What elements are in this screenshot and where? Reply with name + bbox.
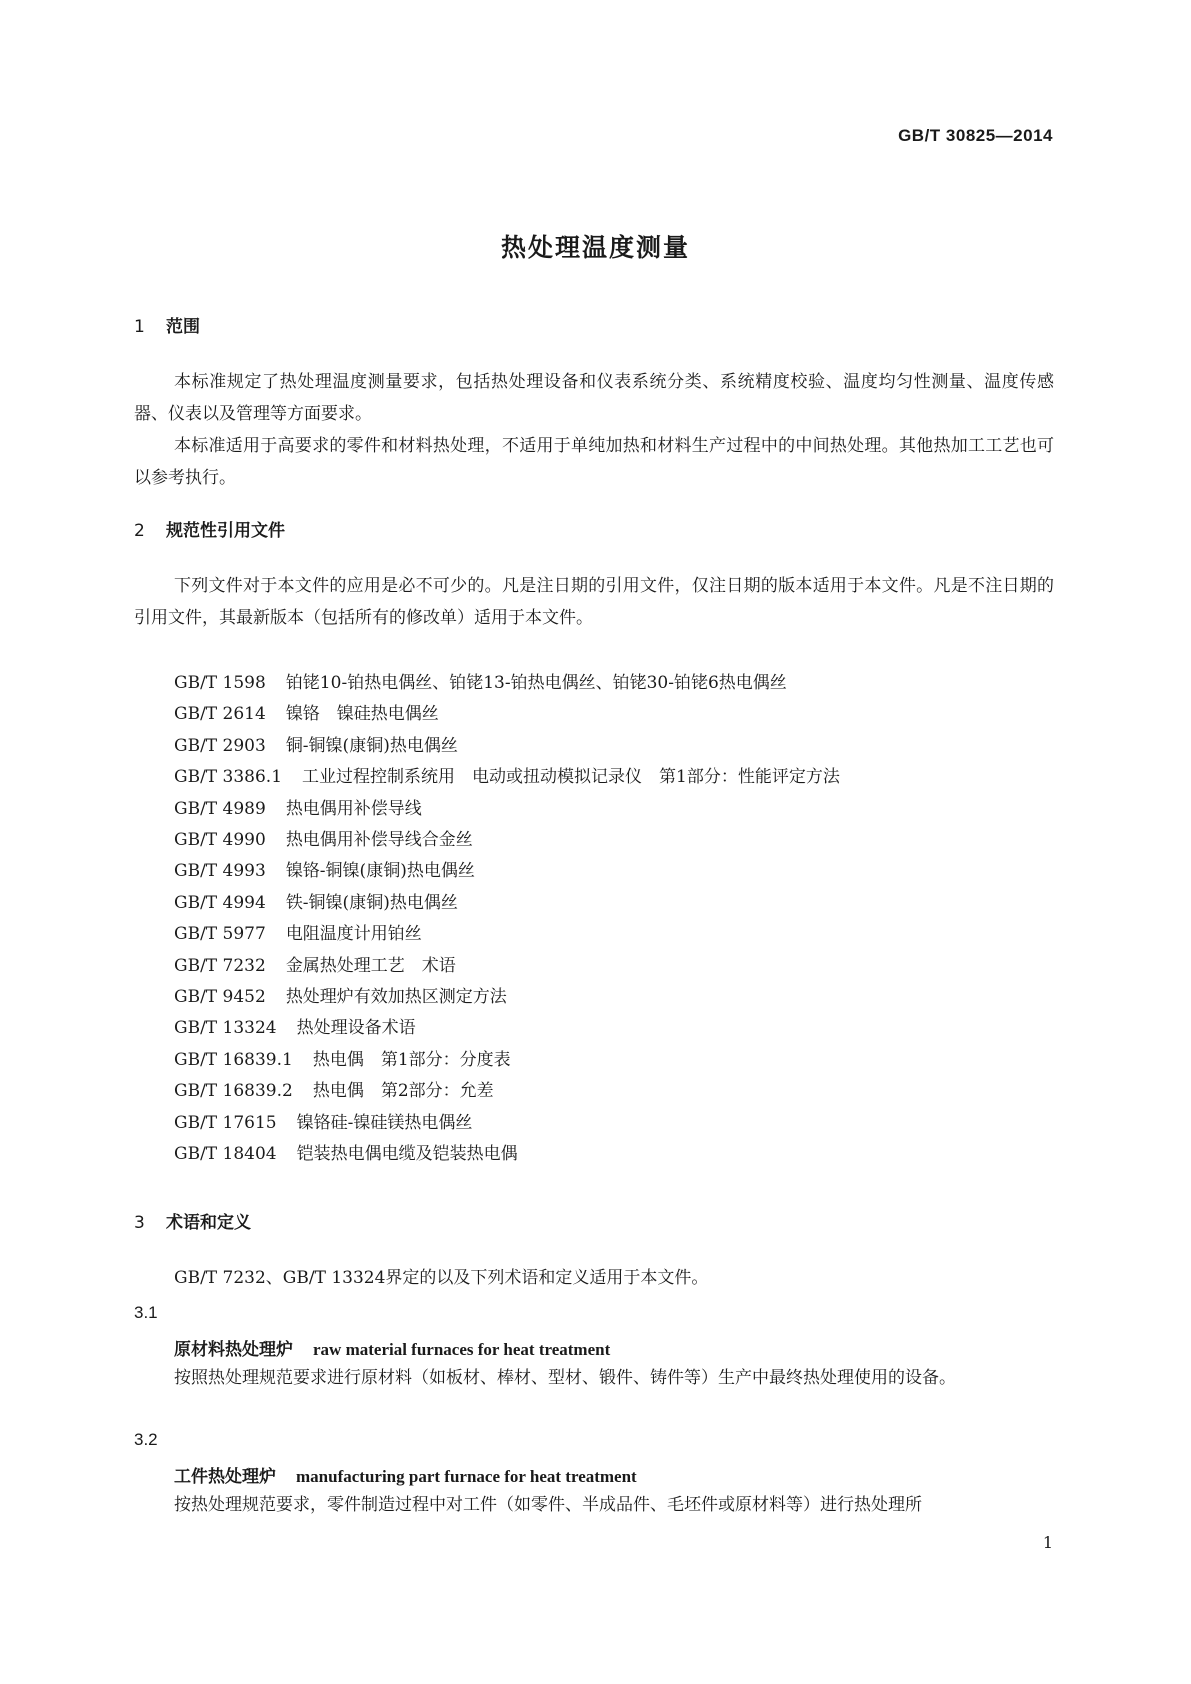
reference-item — [174, 888, 840, 919]
clause-number: 3.2 — [134, 1430, 158, 1449]
reference-title: 镍铬-铜镍(康铜)热电偶丝 — [285, 861, 475, 882]
reference-item — [174, 951, 840, 982]
paragraph: 本标准规定了热处理温度测量要求，包括热处理设备和仪表系统分类、系统精度校验、温度均匀性测量、温度传感器、仪表以及管理等方面要求。 — [134, 372, 1054, 424]
reference-item — [174, 1013, 840, 1044]
section-number: 2 — [134, 521, 145, 541]
reference-title: 热电偶用补偿导线 — [285, 798, 422, 819]
section-2-intro — [134, 570, 1054, 634]
reference-code: GB/T 2903 — [174, 735, 266, 756]
paragraph: GB/T 7232、GB/T 13324界定的以及下列术语和定义适用于本文件。 — [174, 1268, 709, 1288]
reference-item — [174, 982, 840, 1013]
term-chinese: 原材料热处理炉 — [174, 1340, 293, 1360]
reference-code: GB/T 4990 — [174, 830, 266, 851]
reference-title: 铁-铜镍(康铜)热电偶丝 — [285, 892, 458, 913]
reference-code: GB/T 9452 — [174, 987, 266, 1008]
term-english: manufacturing part furnace for heat treatment — [296, 1467, 637, 1486]
reference-item — [174, 762, 840, 793]
section-title: 术语和定义 — [166, 1213, 251, 1233]
reference-code: GB/T 18404 — [174, 1144, 277, 1165]
paragraph: 按热处理规范要求，零件制造过程中对工件（如零件、半成品件、毛坯件或原材料等）进行热处理所 — [174, 1495, 922, 1515]
reference-title: 电阻温度计用铂丝 — [285, 924, 422, 945]
paragraph: 本标准适用于高要求的零件和材料热处理，不适用于单纯加热和材料生产过程中的中间热处理。其他热加工工艺也可以参考执行。 — [134, 436, 1054, 488]
clause-number: 3.1 — [134, 1303, 158, 1322]
section-1-heading — [134, 312, 200, 337]
reference-item — [174, 825, 840, 856]
term-chinese: 工件热处理炉 — [174, 1467, 276, 1487]
reference-title: 铂铑10-铂热电偶丝、铂铑13-铂热电偶丝、铂铑30-铂铑6热电偶丝 — [285, 673, 787, 693]
term-definition — [134, 1489, 1054, 1521]
reference-code: GB/T 2614 — [174, 704, 266, 725]
reference-code: GB/T 3386.1 — [174, 767, 283, 788]
paragraph: 下列文件对于本文件的应用是必不可少的。凡是注日期的引用文件，仅注日期的版本适用于本文件。凡是不注日期的引用文件，其最新版本（包括所有的修改单）适用于本文件。 — [134, 576, 1054, 628]
reference-title: 热电偶 第1部分：分度表 — [312, 1049, 511, 1070]
section-3-heading — [134, 1208, 251, 1233]
reference-code: GB/T 4993 — [174, 861, 266, 882]
section-3-intro — [134, 1262, 1054, 1294]
reference-code: GB/T 7232 — [174, 955, 266, 976]
section-title: 范围 — [166, 317, 200, 337]
reference-title: 热电偶 第2部分：允差 — [312, 1081, 494, 1102]
section-2-heading — [134, 516, 285, 541]
standard-number: GB/T 30825—2014 — [898, 126, 1053, 145]
reference-item — [174, 731, 840, 762]
reference-item — [174, 699, 840, 730]
reference-title: 热处理炉有效加热区测定方法 — [285, 987, 507, 1008]
reference-title: 镍铬 镍硅热电偶丝 — [285, 704, 439, 725]
term-definition — [134, 1362, 1054, 1394]
reference-code: GB/T 4989 — [174, 798, 266, 819]
reference-title: 镍铬硅-镍硅镁热电偶丝 — [296, 1112, 473, 1133]
reference-title: 热电偶用补偿导线合金丝 — [285, 830, 473, 851]
term-english: raw material furnaces for heat treatment — [313, 1340, 611, 1359]
reference-code: GB/T 13324 — [174, 1018, 277, 1039]
reference-list — [174, 668, 840, 1171]
reference-code: GB/T 4994 — [174, 892, 266, 913]
document-title: 热处理温度测量 — [500, 233, 690, 262]
reference-code: GB/T 5977 — [174, 924, 266, 945]
reference-title: 金属热处理工艺 术语 — [285, 955, 456, 976]
reference-title: 工业过程控制系统用 电动或扭动模拟记录仪 第1部分：性能评定方法 — [302, 767, 840, 788]
reference-item — [174, 1139, 840, 1170]
reference-code: GB/T 1598 — [174, 673, 266, 693]
reference-item — [174, 1045, 840, 1076]
page-number: 1 — [1042, 1533, 1053, 1552]
term-heading — [174, 1462, 637, 1487]
term-heading — [174, 1335, 610, 1360]
reference-item — [174, 668, 840, 699]
reference-title: 铜-铜镍(康铜)热电偶丝 — [285, 735, 458, 756]
reference-item — [174, 919, 840, 950]
section-title: 规范性引用文件 — [166, 521, 285, 541]
reference-item — [174, 856, 840, 887]
reference-code: GB/T 16839.2 — [174, 1081, 293, 1102]
reference-item — [174, 794, 840, 825]
reference-title: 热处理设备术语 — [296, 1018, 416, 1039]
section-number: 1 — [134, 317, 145, 337]
section-1-body — [134, 366, 1054, 494]
reference-item — [174, 1108, 840, 1139]
reference-code: GB/T 16839.1 — [174, 1049, 293, 1070]
reference-code: GB/T 17615 — [174, 1112, 277, 1133]
reference-title: 铠装热电偶电缆及铠装热电偶 — [296, 1144, 518, 1165]
paragraph: 按照热处理规范要求进行原材料（如板材、棒材、型材、锻件、铸件等）生产中最终热处理使用的设备。 — [174, 1368, 956, 1388]
reference-item — [174, 1076, 840, 1107]
section-number: 3 — [134, 1213, 145, 1233]
